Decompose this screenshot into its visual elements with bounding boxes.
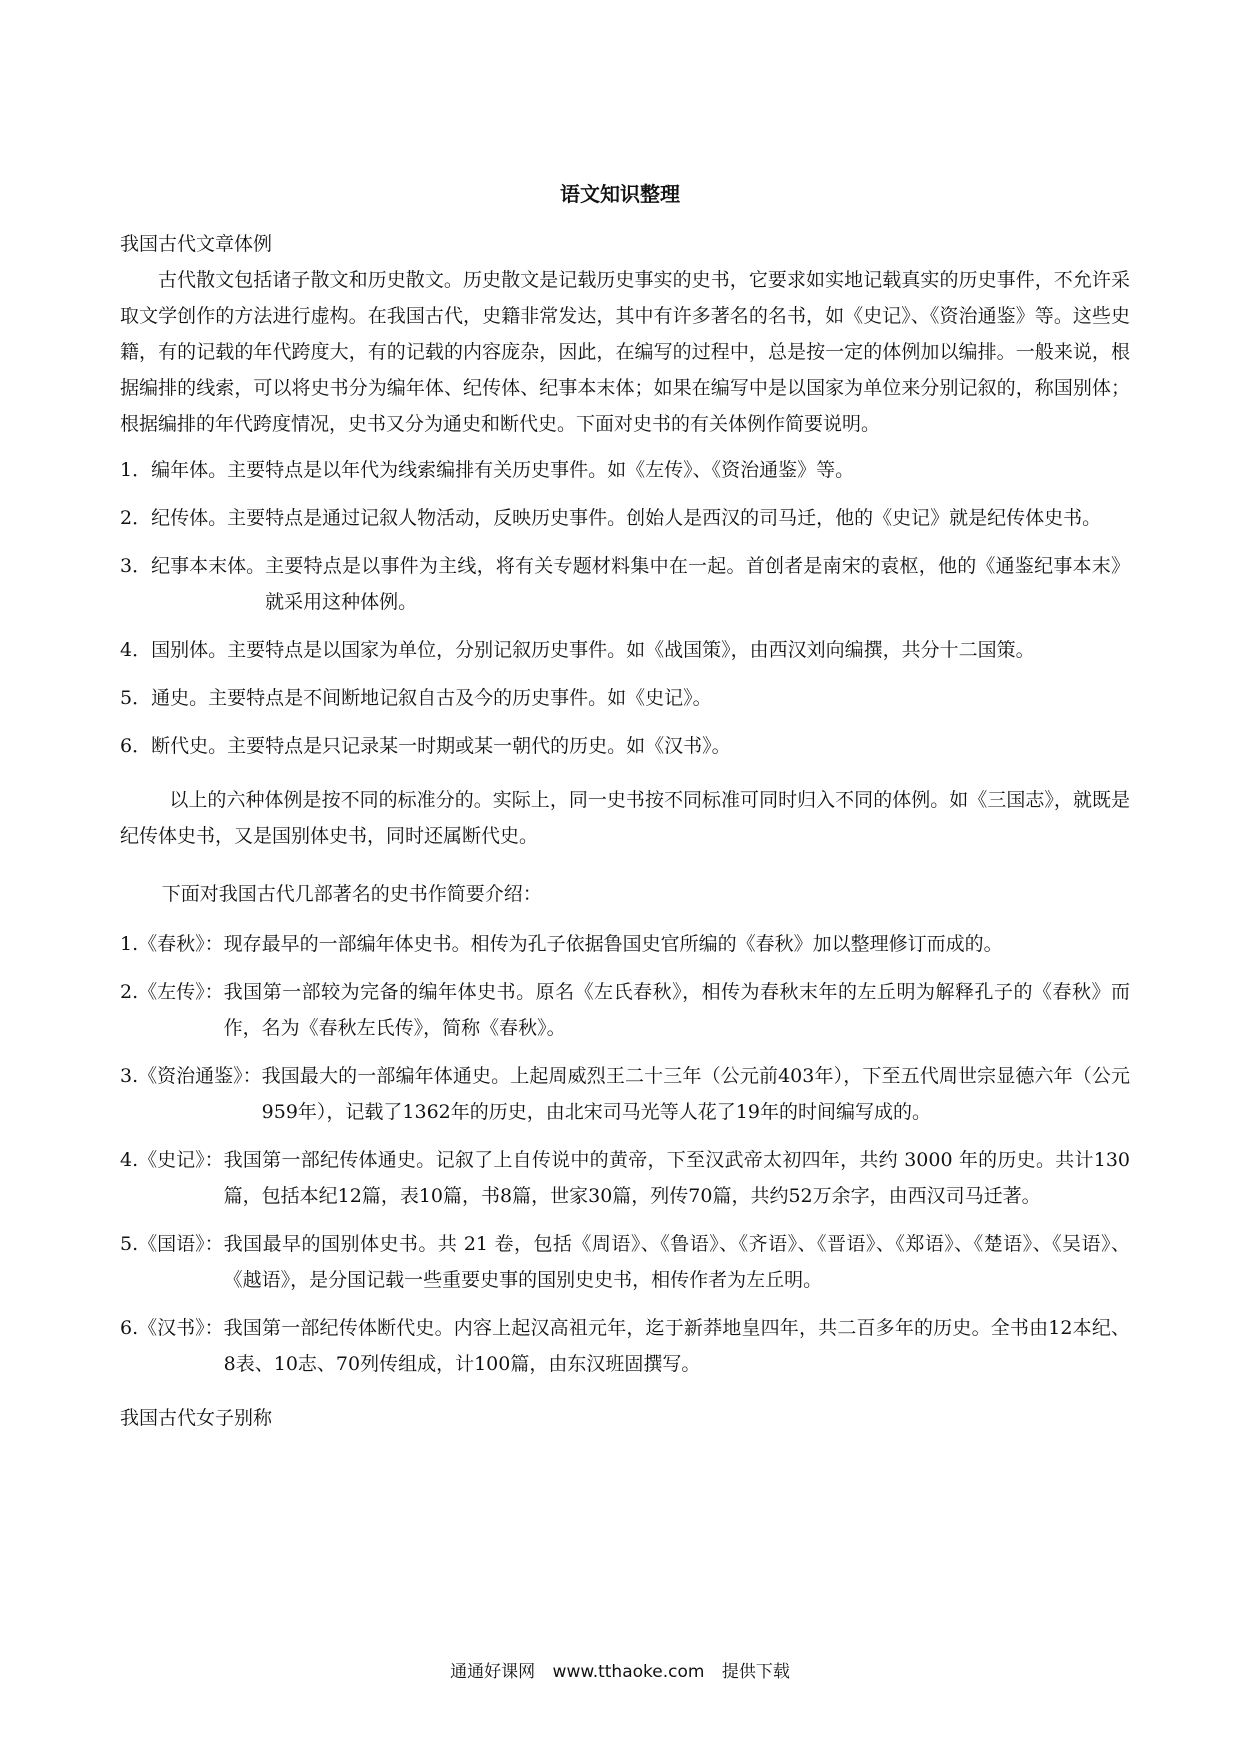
list-item: 1. 《春秋》： 现存最早的一部编年体史书。相传为孔子依据鲁国史官所编的《春秋》加以整理修订而成的。 (120, 933, 1003, 955)
books-intro: 下面对我国古代几部著名的史书作简要介绍： (161, 883, 542, 905)
list-item: 1． 编年体。 主要特点是以年代为线索编排有关历史事件。如《左传》、《资治通鉴》等。 (120, 459, 855, 481)
section-heading-styles: 我国古代文章体例 (120, 233, 273, 255)
list-item: 3. 《资治通鉴》： 我国最大的一部编年体通史。上起周威烈王二十三年（公元前403年），下至五代周世宗显德六年（公元959年），记载了1362年的历史，由北宋司马光等人花了19年的时间编写成的。 (120, 1065, 1130, 1123)
books-list (120, 926, 1130, 1382)
page-title: 语文知识整理 (560, 182, 680, 206)
section-heading-women: 我国古代女子别称 (120, 1407, 273, 1429)
footer-url: www.tthaoke.com (552, 1662, 705, 1682)
footer-site: 通通好课网 (450, 1662, 536, 1682)
list-item: 4． 国别体。 主要特点是以国家为单位，分别记叙历史事件。如《战国策》，由西汉刘向编撰，共分十二国策。 (120, 639, 1035, 661)
list-item: 4. 《史记》： 我国第一部纪传体通史。记叙了上自传说中的黄帝，下至汉武帝太初四年，共约 3000 年的历史。共计130篇，包括本纪12篇，表10篇，书8篇，世家30篇，列传70篇，共约52万余字，由西汉司马迁著。 (120, 1149, 1130, 1207)
page-footer (0, 1660, 1240, 1684)
list-item: 6． 断代史。 主要特点是只记录某一时期或某一朝代的历史。如《汉书》。 (120, 735, 731, 757)
list-item: 2. 《左传》： 我国第一部较为完备的编年体史书。原名《左氏春秋》，相传为春秋末年的左丘明为解释孔子的《春秋》而作，名为《春秋左氏传》，简称《春秋》。 (120, 981, 1130, 1039)
styles-list (120, 452, 1130, 764)
list-item: 6. 《汉书》： 我国第一部纪传体断代史。内容上起汉高祖元年，迄于新莽地皇四年，共二百多年的历史。全书由12本纪、8表、10志、70列传组成，计100篇，由东汉班固撰写。 (120, 1317, 1130, 1375)
list-item: 5. 《国语》： 我国最早的国别体史书。共 21 卷，包括《周语》、《鲁语》、《齐语》、《晋语》、《郑语》、《楚语》、《吴语》、《越语》，是分国记载一些重要史事的国别史史书，相传作者为左丘明。 (120, 1233, 1130, 1291)
footer-note: 提供下载 (721, 1662, 790, 1682)
list-item: 2． 纪传体。 主要特点是通过记叙人物活动，反映历史事件。创始人是西汉的司马迁，他的《史记》就是纪传体史书。 (120, 507, 1102, 529)
intro-paragraph: 古代散文包括诸子散文和历史散文。历史散文是记载历史事实的史书，它要求如实地记载真实的历史事件，不允许采取文学创作的方法进行虚构。在我国古代，史籍非常发达，其中有许多著名的名书，如《史记》、《资治通鉴》等。这些史籍，有的记载的年代跨度大，有的记载的内容庞杂，因此，在编写的过程中，总是按一定的体例加以编排。一般来说，根据编排的线索，可以将史书分为编年体、纪传体、纪事本末体；如果在编写中是以国家为单位来分别记叙的，称国别体；根据编排的年代跨度情况，史书又分为通史和断代史。下面对史书的有关体例作简要说明。 (120, 269, 1130, 435)
note-paragraph: 以上的六种体例是按不同的标准分的。实际上，同一史书按不同标准可同时归入不同的体例。如《三国志》，就既是纪传体史书，又是国别体史书，同时还属断代史。 (120, 789, 1130, 847)
document-body (120, 226, 1130, 1436)
list-item: 3． 纪事本末体。 主要特点是以事件为主线，将有关专题材料集中在一起。首创者是南宋的袁枢，他的《通鉴纪事本末》就采用这种体例。 (120, 555, 1130, 613)
list-item: 5． 通史。 主要特点是不间断地记叙自古及今的历史事件。如《史记》。 (120, 687, 712, 709)
